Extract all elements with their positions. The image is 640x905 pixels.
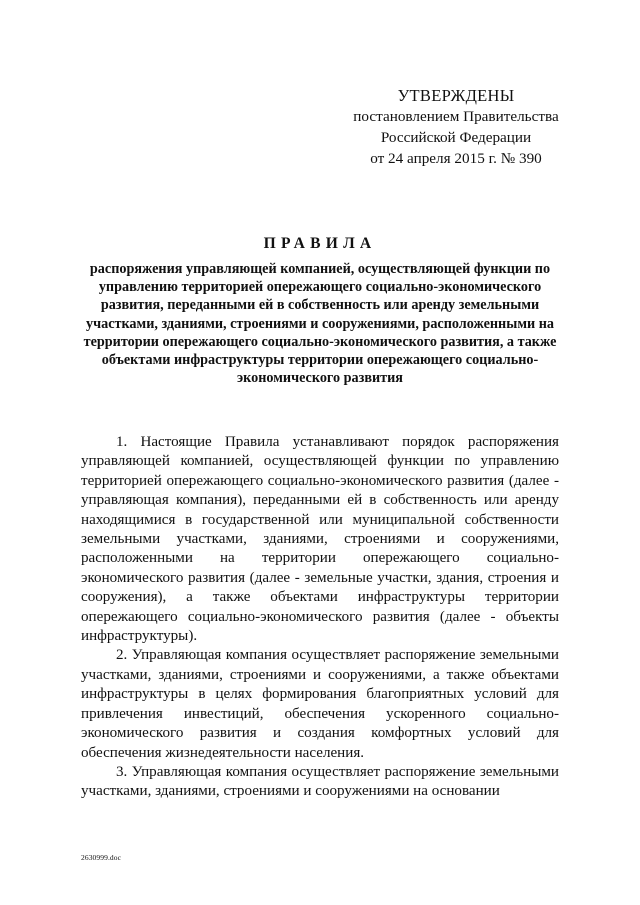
approval-block: [325, 85, 587, 169]
document-subtitle: распоряжения управляющей компанией, осуществляющей функции по управлению территорией опережающего социально-экономического развития, переданными ей в собственность или аренду земельными участками, зданиями, строениями и сооружениями, расположенными на территории опережающего социально-экономического развития, а также объектами инфраструктуры территории опережающего социально-экономического развития: [83, 261, 557, 387]
approval-line-3: от 24 апреля 2015 г. № 390: [370, 150, 542, 167]
approval-label: УТВЕРЖДЕНЫ: [397, 86, 515, 105]
document-body: [81, 433, 559, 802]
approval-line-2: Российской Федерации: [380, 129, 532, 146]
approval-line-1: постановлением Правительства: [353, 108, 559, 125]
paragraph-1: 1. Настоящие Правила устанавливают порядок распоряжения управляющей компанией, осуществляющей функции по управлению территорией опережающего социально-экономического развития (далее - управляющая компания), переданными ей в собственность или аренду находящимися в государственной или муниципальной собственности земельными участками, зданиями, строениями и сооружениями, расположенными на территории опережающего социально-экономического развития (далее - земельные участки, здания, строения и сооружения), а также объектами инфраструктуры территории опережающего социально-экономического развития (далее - объекты инфраструктуры).: [81, 434, 559, 645]
file-name-footer: 2630999.doc: [81, 853, 122, 862]
paragraph-3: 3. Управляющая компания осуществляет распоряжение земельными участками, зданиями, строениями и сооружениями на основании: [81, 763, 559, 800]
document-title: ПРАВИЛА: [263, 235, 377, 252]
paragraph-2: 2. Управляющая компания осуществляет распоряжение земельными участками, зданиями, строениями и сооружениями, а также объектами инфраструктуры в целях формирования благоприятных условий для привлечения инвестиций, обеспечения ускоренного социально-экономического развития и создания комфортных условий для обеспечения жизнедеятельности населения.: [81, 647, 559, 761]
